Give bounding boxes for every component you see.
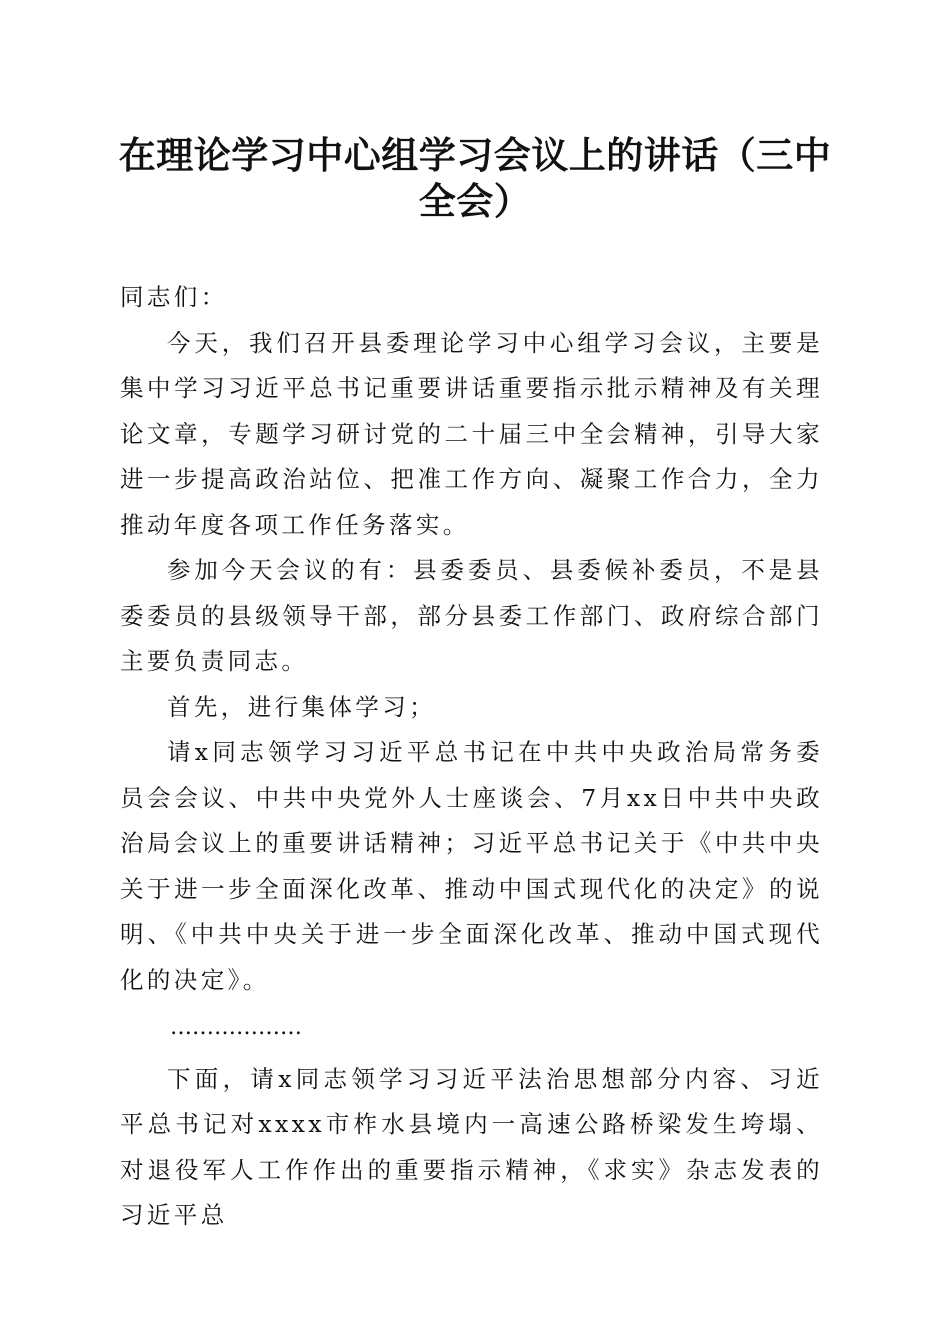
document-title: 在理论学习中心组学习会议上的讲话（三中全会） xyxy=(118,133,832,223)
paragraph-next-study: 下面，请x同志领学习习近平法治思想部分内容、习近平总书记对xxxx市柞水县境内一高速公路桥梁发生垮塌、对退役军人工作作出的重要指示精神，《求实》杂志发表的习近平总 xyxy=(120,1064,823,1229)
paragraph-lead-study: 请x同志领学习习近平总书记在中共中央政治局常务委员会会议、中共中央党外人士座谈会、7月xx日中共中央政治局会议上的重要讲话精神；习近平总书记关于《中共中央关于进一步全面深化改革、推动中国式现代化的决定》的说明、《中共中央关于进一步全面深化改革、推动中国式现代化的决定》。 xyxy=(120,738,823,994)
salutation: 同志们： xyxy=(120,283,228,311)
paragraph-intro: 今天，我们召开县委理论学习中心组学习会议，主要是集中学习习近平总书记重要讲话重要指示批示精神及有关理论文章，专题学习研讨党的二十届三中全会精神，引导大家进一步提高政治站位、把准工作方向、凝聚工作合力，全力推动年度各项工作任务落实。 xyxy=(120,328,823,539)
ellipsis-separator: ……………… xyxy=(170,1015,302,1040)
paragraph-attendees: 参加今天会议的有：县委委员、县委候补委员，不是县委委员的县级领导干部，部分县委工作部门、政府综合部门主要负责同志。 xyxy=(120,556,823,675)
paragraph-first-study: 首先，进行集体学习； xyxy=(167,692,436,721)
document-body xyxy=(120,275,823,1239)
